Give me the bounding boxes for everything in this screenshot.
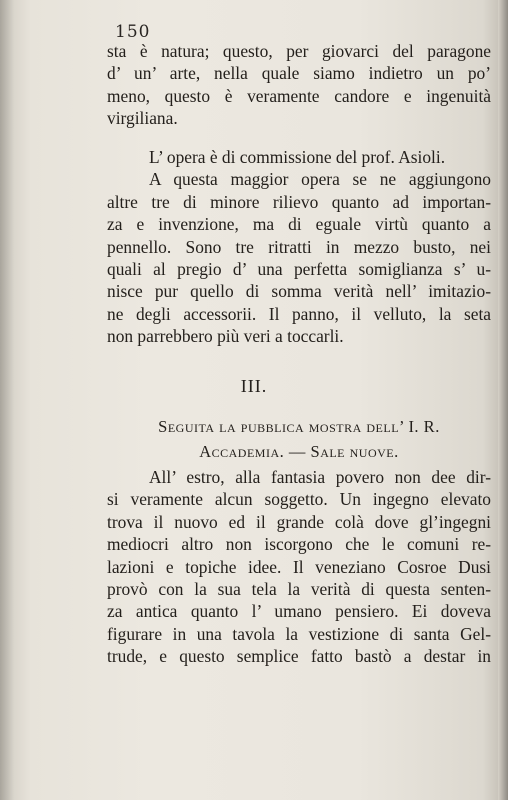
text-line: nisce pur quello di somma verità nell’ imitazio-: [107, 281, 491, 302]
text-line: si veramente alcun soggetto. Un ingegno elevato: [107, 489, 491, 510]
text-line: mediocri altro non iscorgono che le comuni re-: [107, 534, 491, 555]
text-line: sta è natura; questo, per giovarci del paragone: [107, 41, 491, 61]
page-edge-shadow: [498, 0, 508, 800]
paragraph-continuation: [107, 40, 491, 130]
text-line: All’ estro, alla fantasia povero non dee dir-: [149, 467, 491, 487]
paragraph-asioli: [107, 146, 491, 348]
text-line: provò con la sua tela la verità di questa senten-: [107, 579, 491, 600]
section-heading-line1: Seguita la pubblica mostra dell’ I. R.: [158, 417, 440, 436]
text-line: altre tre di minore rilievo quanto ad importan-: [107, 191, 491, 212]
text-line: A questa maggior opera se ne aggiungono: [149, 169, 491, 190]
text-line: quali al pregio d’ una perfetta somiglianza s’ u-: [107, 259, 491, 280]
page-number: 150: [115, 22, 151, 42]
section-number: III.: [240, 376, 268, 396]
page-gutter-shadow: [0, 0, 14, 800]
text-line: pennello. Sono tre ritratti in mezzo busto, nei: [107, 236, 491, 257]
text-line: meno, questo è veramente candore e ingenuità: [107, 85, 491, 106]
text-line: non parrebbero più veri a toccarli.: [107, 326, 344, 347]
text-line: trude, e questo semplice fatto bastò a destar in: [107, 646, 491, 667]
text-line: d’ un’ arte, nella quale siamo indietro un po’: [107, 63, 491, 84]
text-line: za antica quanto l’ umano pensiero. Ei doveva: [107, 601, 491, 622]
text-line: L’ opera è di commissione del prof. Asioli.: [149, 147, 446, 167]
section-heading-line2: Accademia. — Sale nuove.: [199, 442, 399, 461]
text-line: virgiliana.: [107, 108, 178, 129]
text-line: lazioni e topiche idee. Il veneziano Cosroe Dusi: [107, 556, 491, 577]
text-line: figurare in una tavola la vestizione di santa Gel-: [107, 623, 491, 644]
paragraph-cosroe-dusi: [107, 466, 491, 668]
text-line: ne degli accessorii. Il panno, il velluto, la seta: [107, 303, 491, 324]
text-line: trova il nuovo ed il grande colà dove gl’ingegni: [107, 511, 491, 532]
text-line: za e invenzione, ma di eguale virtù quanto a: [107, 214, 491, 235]
